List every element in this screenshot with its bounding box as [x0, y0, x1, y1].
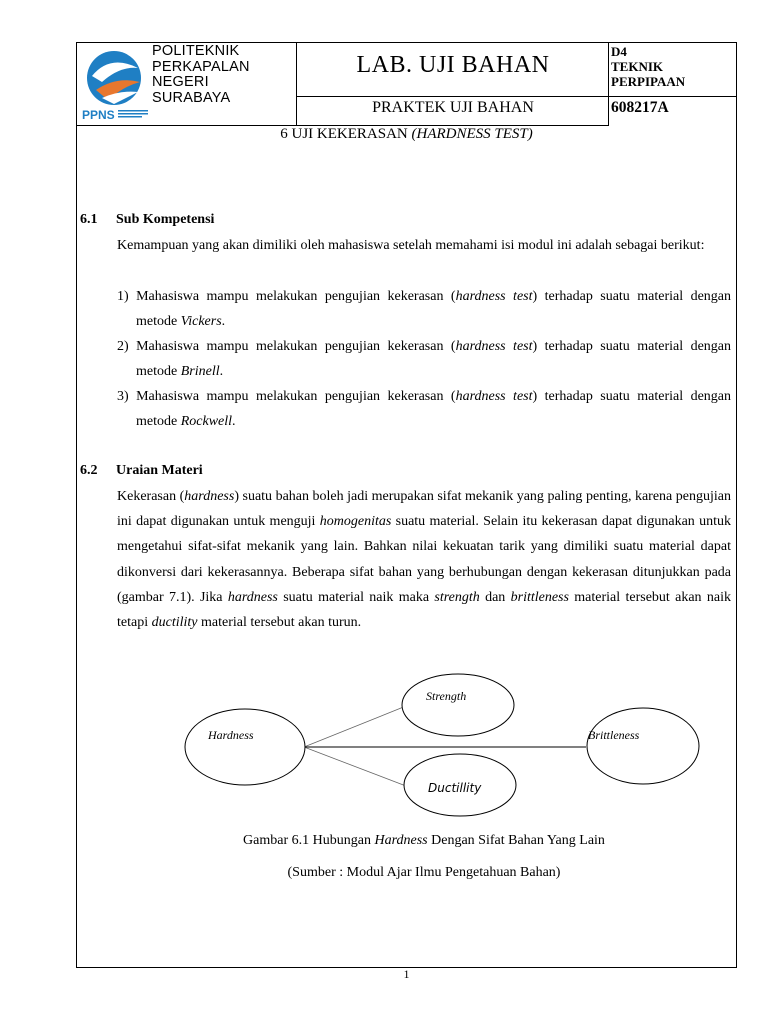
chapter-italic: (HARDNESS TEST) [411, 126, 533, 142]
institution-line: PERKAPALAN [152, 58, 250, 75]
institution-line: SURABAYA [152, 89, 231, 106]
institution-line: NEGERI [152, 74, 209, 90]
link-hardness-strength [304, 706, 406, 747]
link-hardness-ductility [304, 747, 406, 786]
label-ductility: Ductillity [428, 781, 482, 795]
body-paragraph: Kekerasan (hardness) suatu bahan boleh jadi merupakan sifat mekanik yang paling penting, karena pengujian ini dapat digunakan untuk menguji homogenitas suatu material. Selain itu kekerasan dapat digunakan untuk mengetahui sifat-sifat mekanik yang lain. Bahkan nilai kekuatan tarik yang dimiliki suatu material dapat dikonversi dari kekerasannya. Beberapa sifat bahan yang berhubungan dengan kekerasan ditunjukkan pada (gambar 7.1). Jika hardness suatu material naik maka strength dan brittleness material tersebut akan naik tetapi ductility material tersebut akan turun. [117, 489, 731, 631]
course-subtitle: PRAKTEK UJI BAHAN [372, 99, 534, 116]
label-strength: Strength [426, 689, 467, 703]
node-strength [402, 674, 514, 736]
figure-caption: Gambar 6.1 Hubungan Hardness Dengan Sifat Bahan Yang Lain [243, 833, 605, 848]
section-title: Uraian Materi [116, 463, 203, 478]
section-title: Sub Kompetensi [116, 212, 215, 227]
node-brittleness [587, 708, 699, 784]
institution-line: POLITEKNIK [152, 43, 240, 59]
chapter-prefix: 6 UJI KEKERASAN [280, 126, 412, 142]
section-number: 6.1 [80, 212, 98, 227]
program-line: D4 [611, 44, 627, 59]
logo-text: PPNS [82, 108, 115, 122]
intro-paragraph: Kemampuan yang akan dimiliki oleh mahasiswa setelah memahami isi modul ini adalah sebagai berikut: [117, 238, 705, 253]
lab-title: LAB. UJI BAHAN [356, 52, 550, 78]
node-hardness [185, 709, 305, 785]
list-item: 2) Mahasiswa mampu melakukan pengujian kekerasan (hardness test) terhadap suatu material dengan metode Brinell. [117, 339, 731, 380]
label-brittleness: Brittleness [588, 728, 640, 742]
list-item: 1) Mahasiswa mampu melakukan pengujian kekerasan (hardness test) terhadap suatu material dengan metode Vickers. [117, 289, 731, 330]
figure-source: (Sumber : Modul Ajar Ilmu Pengetahuan Bahan) [287, 865, 561, 880]
program-line: PERPIPAAN [611, 74, 686, 89]
course-code: 608217A [611, 99, 669, 116]
list-item: 3) Mahasiswa mampu melakukan pengujian kekerasan (hardness test) terhadap suatu material dengan metode Rockwell. [117, 389, 731, 430]
label-hardness: Hardness [208, 728, 254, 742]
section-number: 6.2 [80, 463, 98, 478]
page-number: 1 [403, 967, 410, 981]
program-line: TEKNIK [611, 59, 664, 74]
